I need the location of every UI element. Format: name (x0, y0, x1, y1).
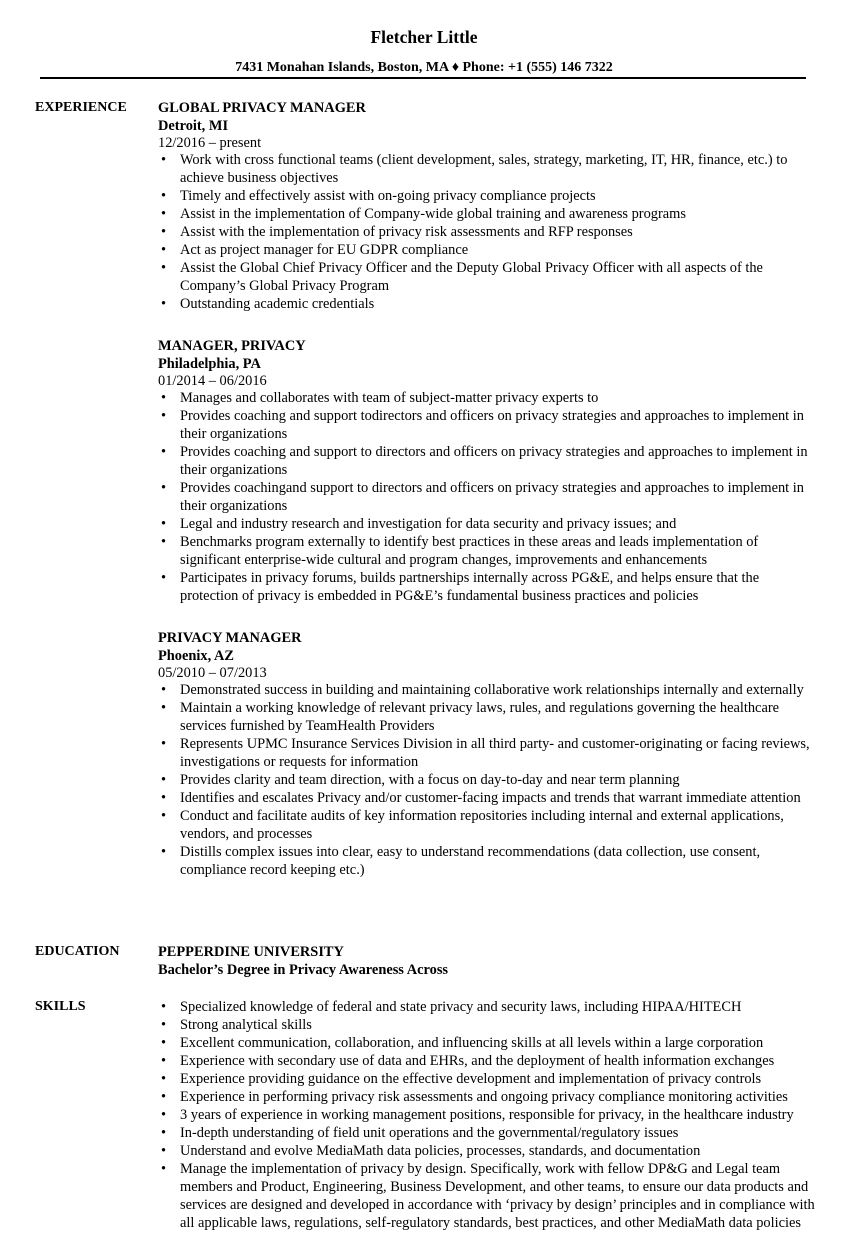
experience-heading: EXPERIENCE (35, 100, 127, 115)
school-name: PEPPERDINE UNIVERSITY (158, 944, 344, 960)
bullet-item: • Provides coachingand support to directors and officers on privacy strategies and approaches to implement in their organizations (158, 479, 818, 515)
job-bullets (158, 681, 818, 879)
bullet-item: • Demonstrated success in building and maintaining collaborative work relationships internally and externally (158, 681, 818, 699)
bullet-item: • Assist the Global Chief Privacy Officer and the Deputy Global Privacy Officer with all aspects of the Company’s Global Privacy Program (158, 259, 818, 295)
job-location: Philadelphia, PA (158, 356, 261, 372)
skill-item: • Strong analytical skills (158, 1016, 823, 1034)
skill-item: • Specialized knowledge of federal and state privacy and security laws, including HIPAA/HITECH (158, 998, 823, 1016)
skill-item: • Experience in performing privacy risk assessments and ongoing privacy compliance monitoring activities (158, 1088, 823, 1106)
job-bullets (158, 389, 818, 605)
job-dates: 05/2010 – 07/2013 (158, 665, 267, 681)
job-title: GLOBAL PRIVACY MANAGER (158, 100, 366, 116)
skills-list (158, 998, 823, 1232)
education-heading: EDUCATION (35, 944, 120, 959)
bullet-item: • Conduct and facilitate audits of key information repositories including internal and external applications, vendors, and processes (158, 807, 818, 843)
skill-item: • Excellent communication, collaboration, and influencing skills at all levels within a large corporation (158, 1034, 823, 1052)
candidate-name: Fletcher Little (370, 27, 478, 47)
bullet-item: • Assist in the implementation of Company-wide global training and awareness programs (158, 205, 818, 223)
bullet-item: • Provides clarity and team direction, with a focus on day-to-day and near term planning (158, 771, 818, 789)
bullet-item: • Distills complex issues into clear, easy to understand recommendations (data collection, use consent, compliance record keeping etc.) (158, 843, 818, 879)
bullet-item: • Provides coaching and support todirectors and officers on privacy strategies and approaches to implement in their organizations (158, 407, 818, 443)
degree: Bachelor’s Degree in Privacy Awareness Across (158, 962, 449, 978)
job-dates: 12/2016 – present (158, 135, 262, 151)
bullet-item: • Represents UPMC Insurance Services Division in all third party- and customer-originating or facing reviews, investigations or requests for information (158, 735, 818, 771)
bullet-item: • Outstanding academic credentials (158, 295, 818, 313)
bullet-item: • Benchmarks program externally to identify best practices in these areas and leads implementation of significant enterprise-wide cultural and program changes, improvements and enhancements (158, 533, 818, 569)
skill-item: • Understand and evolve MediaMath data policies, processes, standards, and documentation (158, 1142, 823, 1160)
job-title: PRIVACY MANAGER (158, 630, 302, 646)
bullet-item: • Assist with the implementation of privacy risk assessments and RFP responses (158, 223, 818, 241)
bullet-item: • Identifies and escalates Privacy and/or customer-facing impacts and trends that warrant immediate attention (158, 789, 818, 807)
education-entry (158, 943, 818, 979)
job-location: Detroit, MI (158, 118, 229, 134)
bullet-item: • Maintain a working knowledge of relevant privacy laws, rules, and regulations governing the healthcare services furnished by TeamHealth Providers (158, 699, 818, 735)
contact-line: 7431 Monahan Islands, Boston, MA ♦ Phone: +1 (555) 146 7322 (235, 60, 613, 75)
bullet-item: • Timely and effectively assist with on-going privacy compliance projects (158, 187, 818, 205)
header-divider (40, 77, 806, 79)
skill-item: • Experience providing guidance on the effective development and implementation of privacy controls (158, 1070, 823, 1088)
skills-heading: SKILLS (35, 999, 86, 1014)
job-location: Phoenix, AZ (158, 648, 234, 664)
bullet-item: • Participates in privacy forums, builds partnerships internally across PG&E, and helps ensure that the protection of privacy is embedded in PG&E’s fundamental business practices and policies (158, 569, 818, 605)
job-entry (158, 99, 818, 313)
job-dates: 01/2014 – 06/2016 (158, 373, 267, 389)
bullet-item: • Manages and collaborates with team of subject-matter privacy experts to (158, 389, 818, 407)
skill-item: • Experience with secondary use of data and EHRs, and the deployment of health information exchanges (158, 1052, 823, 1070)
job-entry (158, 629, 818, 879)
job-title: MANAGER, PRIVACY (158, 338, 306, 354)
bullet-item: • Work with cross functional teams (client development, sales, strategy, marketing, IT, HR, finance, etc.) to achieve business objectives (158, 151, 818, 187)
skill-item: • Manage the implementation of privacy by design. Specifically, work with fellow DP&G and Legal team members and Product, Engineering, Business Development, and other teams, to ensure our data products and services are designed and developed in accordance with ‘privacy by design’ principles and in compliance with all applicable laws, regulations, self-regulatory standards, best practices, and other MediaMath data policies (158, 1160, 823, 1232)
job-entry (158, 337, 818, 605)
job-bullets (158, 151, 818, 313)
bullet-item: • Act as project manager for EU GDPR compliance (158, 241, 818, 259)
skill-item: • 3 years of experience in working management positions, responsible for privacy, in the healthcare industry (158, 1106, 823, 1124)
bullet-item: • Provides coaching and support to directors and officers on privacy strategies and approaches to implement in their organizations (158, 443, 818, 479)
bullet-item: • Legal and industry research and investigation for data security and privacy issues; and (158, 515, 818, 533)
skill-item: • In-depth understanding of field unit operations and the governmental/regulatory issues (158, 1124, 823, 1142)
